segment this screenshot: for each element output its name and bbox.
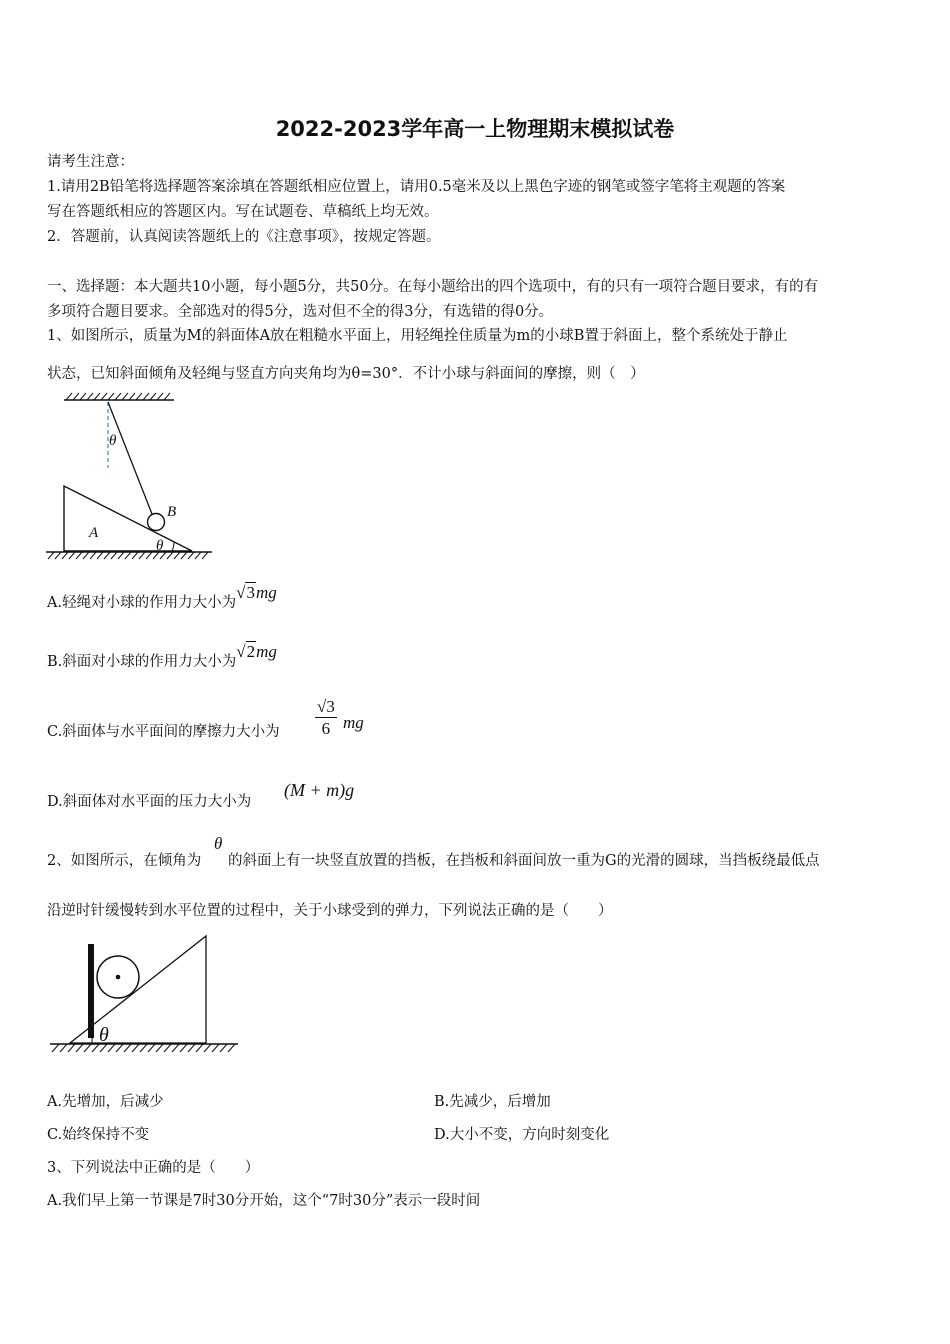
- q1-option-b: B.斜面对小球的作用力大小为√2mg: [47, 642, 277, 670]
- q1-option-c-fraction: [315, 697, 337, 740]
- q1-stem-cont: 状态，已知斜面倾角及轻绳与竖直方向夹角均为θ=30°．不计小球与斜面间的摩擦，则（ ）: [47, 366, 645, 382]
- q1-option-d-math: (M + m)g: [284, 780, 355, 800]
- q1-option-d: [47, 792, 251, 812]
- q1-block-label: A: [89, 525, 99, 541]
- q2-stem-theta: θ: [214, 834, 223, 853]
- q2-stem-cont: 沿逆时针缓慢转到水平位置的过程中，关于小球受到的弹力，下列说法正确的是（ ）: [47, 903, 613, 919]
- q1-option-a: A.轻绳对小球的作用力大小为√3mg: [47, 583, 277, 611]
- q2-option-a: A.先增加，后减少: [47, 1094, 164, 1110]
- q2-option-b: B.先减少，后增加: [434, 1094, 551, 1110]
- section-instructions: 一、选择题：本大题共10小题，每小题5分，共50分。在每小题给出的四个选项中，有的只有一项符合题目要求，有的有: [47, 279, 819, 295]
- q1-incline-figure: [42, 390, 222, 565]
- q1-option-a-radicand: 3: [246, 583, 255, 602]
- q1-theta-bottom-label: θ: [156, 538, 164, 554]
- q3-stem: 3、下列说法中正确的是（ ）: [47, 1160, 260, 1176]
- q1-theta-top-label: θ: [109, 433, 117, 449]
- q1-option-c-tail: mg: [343, 713, 364, 732]
- q2-option-d: D.大小不变，方向时刻变化: [434, 1127, 610, 1143]
- q2-theta-label: θ: [99, 1024, 109, 1046]
- q2-incline-figure: [48, 932, 243, 1062]
- q1-option-c: [47, 722, 280, 742]
- q1-option-c-text: C.斜面体与水平面间的摩擦力大小为: [47, 724, 280, 740]
- q2-option-c: C.始终保持不变: [47, 1127, 150, 1143]
- q1-option-b-radicand: 2: [246, 642, 256, 661]
- notice-item-1-cont: 写在答题纸相应的答题区内。写在试题卷、草稿纸上均无效。: [47, 204, 439, 220]
- page-title: 2022-2023学年高一上物理期末模拟试卷: [275, 117, 675, 141]
- q1-option-d-text: D.斜面体对水平面的压力大小为: [47, 794, 252, 810]
- section-instructions-cont: 多项符合题目要求。全部选对的得5分，选对但不全的得3分，有选错的得0分。: [47, 304, 554, 320]
- q2-stem-pre: 2、如图所示，在倾角为: [47, 853, 202, 869]
- q3-option-a: A.我们早上第一节课是7时30分开始，这个“7时30分”表示一段时间: [47, 1193, 481, 1209]
- q1-option-a-tail: mg: [255, 583, 277, 602]
- q1-ball-label: B: [167, 504, 177, 520]
- q1-option-b-tail: mg: [256, 642, 277, 661]
- q1-option-c-numerator: √3: [317, 697, 335, 716]
- notice-item-2: 2．答题前，认真阅读答题纸上的《注意事项》，按规定答题。: [47, 229, 441, 245]
- q2-stem-post: 的斜面上有一块竖直放置的挡板，在挡板和斜面间放一重为G的光滑的圆球，当挡板绕最低点: [228, 853, 820, 869]
- q1-stem: 1、如图所示，质量为M的斜面体A放在粗糙水平面上，用轻绳拴住质量为m的小球B置于斜面上，整个系统处于静止: [47, 328, 788, 344]
- notice-heading: 请考生注意：: [47, 154, 134, 170]
- q1-option-c-denominator: 6: [321, 719, 331, 738]
- notice-item-1: 1.请用2B铅笔将选择题答案涂填在答题纸相应位置上，请用0.5毫米及以上黑色字迹的钢笔或签字笔将主观题的答案: [47, 179, 786, 195]
- q1-option-a-text: A.轻绳对小球的作用力大小为: [47, 595, 237, 611]
- q1-option-b-text: B.斜面对小球的作用力大小为: [47, 654, 237, 670]
